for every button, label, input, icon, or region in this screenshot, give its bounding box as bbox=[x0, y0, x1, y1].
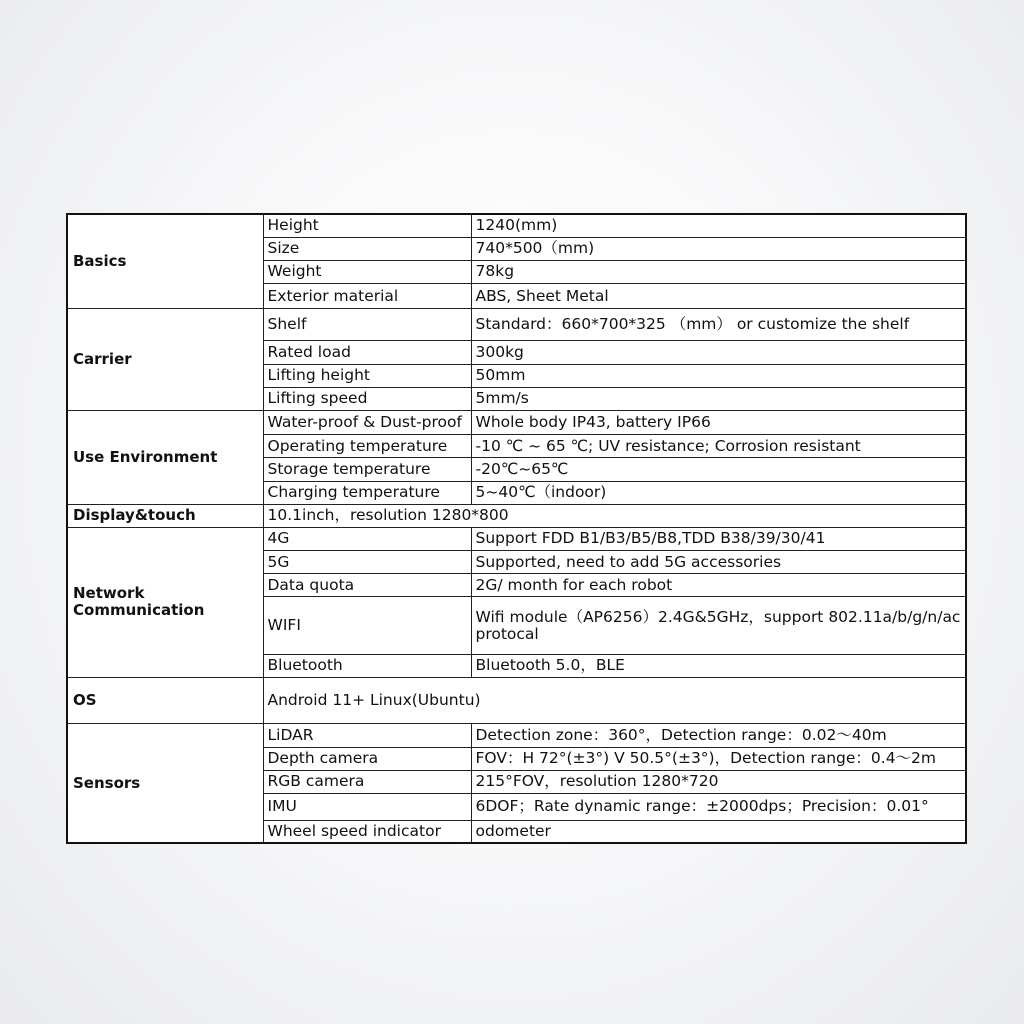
value-cell: Detection zone：360°，Detection range：0.02～40m bbox=[471, 724, 966, 747]
table-row bbox=[67, 504, 966, 527]
item-cell: 4G bbox=[263, 527, 471, 550]
table-row bbox=[67, 410, 966, 434]
item-cell: Size bbox=[263, 237, 471, 260]
item-cell: Weight bbox=[263, 260, 471, 283]
category-cell-basics: Basics bbox=[67, 214, 263, 309]
value-cell: 5~40℃（indoor) bbox=[471, 481, 966, 504]
value-cell: 50mm bbox=[471, 364, 966, 387]
value-cell: 6DOF；Rate dynamic range：±2000dps；Precision：0.01° bbox=[471, 793, 966, 820]
value-cell: 5mm/s bbox=[471, 387, 966, 410]
value-cell: Bluetooth 5.0，BLE bbox=[471, 654, 966, 677]
value-cell: FOV：H 72°(±3°) V 50.5°(±3°)，Detection range：0.4～2m bbox=[471, 747, 966, 770]
item-cell: Lifting height bbox=[263, 364, 471, 387]
item-cell: WIFI bbox=[263, 597, 471, 654]
category-cell-network-communication: Network Communication bbox=[67, 527, 263, 677]
table-row bbox=[67, 724, 966, 747]
category-cell-carrier: Carrier bbox=[67, 309, 263, 411]
value-cell: 740*500（mm) bbox=[471, 237, 966, 260]
item-cell: Operating temperature bbox=[263, 435, 471, 458]
spec-table bbox=[66, 213, 967, 844]
value-cell: 215°FOV，resolution 1280*720 bbox=[471, 770, 966, 793]
item-cell: Rated load bbox=[263, 341, 471, 364]
category-cell-sensors: Sensors bbox=[67, 724, 263, 843]
item-cell: Bluetooth bbox=[263, 654, 471, 677]
item-cell: RGB camera bbox=[263, 770, 471, 793]
item-cell: Exterior material bbox=[263, 284, 471, 309]
item-cell: IMU bbox=[263, 793, 471, 820]
item-cell: Shelf bbox=[263, 309, 471, 341]
value-cell: Wifi module（AP6256）2.4G&5GHz，support 802.11a/b/g/n/ac protocal bbox=[471, 597, 966, 654]
value-cell: ABS, Sheet Metal bbox=[471, 284, 966, 309]
item-cell: Storage temperature bbox=[263, 458, 471, 481]
value-cell: Supported, need to add 5G accessories bbox=[471, 551, 966, 574]
table-row bbox=[67, 677, 966, 723]
value-cell: Android 11+ Linux(Ubuntu) bbox=[263, 677, 966, 723]
item-cell: Charging temperature bbox=[263, 481, 471, 504]
table-row bbox=[67, 214, 966, 237]
value-cell: 78kg bbox=[471, 260, 966, 283]
value-cell: Standard：660*700*325 （mm） or customize the shelf bbox=[471, 309, 966, 341]
value-cell: 2G/ month for each robot bbox=[471, 574, 966, 597]
category-cell-os: OS bbox=[67, 677, 263, 723]
value-cell: Support FDD B1/B3/B5/B8,TDD B38/39/30/41 bbox=[471, 527, 966, 550]
value-cell: -20℃~65℃ bbox=[471, 458, 966, 481]
item-cell: Wheel speed indicator bbox=[263, 821, 471, 843]
item-cell: Lifting speed bbox=[263, 387, 471, 410]
item-cell: LiDAR bbox=[263, 724, 471, 747]
item-cell: Water-proof & Dust-proof bbox=[263, 410, 471, 434]
category-cell-use-environment: Use Environment bbox=[67, 410, 263, 504]
table-row bbox=[67, 309, 966, 341]
category-cell-display-touch: Display&touch bbox=[67, 504, 263, 527]
item-cell: Depth camera bbox=[263, 747, 471, 770]
item-cell: Height bbox=[263, 214, 471, 237]
table-row bbox=[67, 527, 966, 550]
value-cell: Whole body IP43, battery IP66 bbox=[471, 410, 966, 434]
value-cell: -10 ℃ ~ 65 ℃; UV resistance; Corrosion resistant bbox=[471, 435, 966, 458]
value-cell: 1240(mm) bbox=[471, 214, 966, 237]
item-cell: Data quota bbox=[263, 574, 471, 597]
item-cell: 5G bbox=[263, 551, 471, 574]
value-cell: odometer bbox=[471, 821, 966, 843]
value-cell: 10.1inch，resolution 1280*800 bbox=[263, 504, 966, 527]
value-cell: 300kg bbox=[471, 341, 966, 364]
